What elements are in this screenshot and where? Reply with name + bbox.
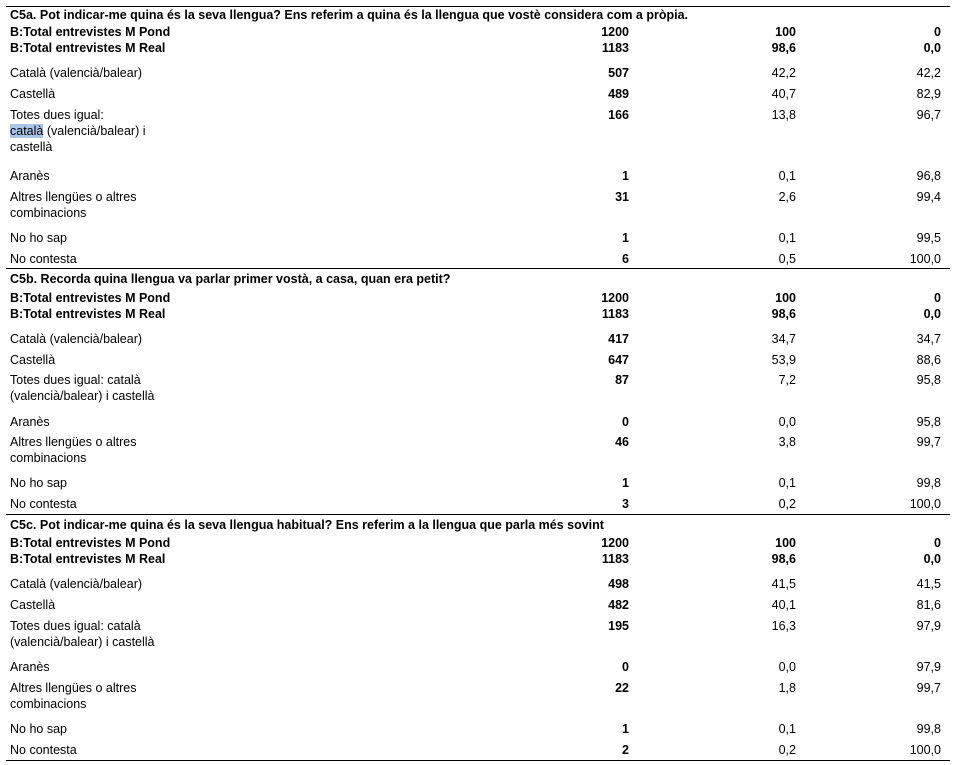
row-pct: 3,8 xyxy=(778,435,796,449)
row-label-line1: Altres llengües o altres xyxy=(10,681,137,695)
total-real-label: B:Total entrevistes M Real xyxy=(10,552,166,566)
total-pond-pct: 100 xyxy=(775,291,796,305)
section-title: C5a. Pot indicar-me quina és la seva llengua? Ens referim a quina és la llengua que vostè considera com a pròpia. xyxy=(10,8,688,22)
total-real-pct: 98,6 xyxy=(771,41,796,55)
row-n: 2 xyxy=(622,743,629,757)
row-pct: 40,1 xyxy=(771,598,796,612)
total-real-label: B:Total entrevistes M Real xyxy=(10,307,166,321)
row-label: Castellà xyxy=(10,598,56,612)
row-label-line1: Totes dues igual: xyxy=(10,108,104,122)
row-label-line1: Altres llengües o altres xyxy=(10,435,137,449)
row-label: Català (valencià/balear) xyxy=(10,66,143,80)
total-real-n: 1183 xyxy=(601,307,629,321)
total-pond-cum: 0 xyxy=(934,25,941,39)
row-label: No contesta xyxy=(10,743,77,757)
row-n: 22 xyxy=(615,681,629,695)
row-n: 195 xyxy=(608,619,629,633)
row-pct: 13,8 xyxy=(771,108,796,122)
total-real-pct: 98,6 xyxy=(771,552,796,566)
row-label: No ho sap xyxy=(10,722,67,736)
row-n: 166 xyxy=(608,108,629,122)
row-cum: 95,8 xyxy=(916,373,941,387)
row-label: No contesta xyxy=(10,497,77,511)
row-n: 507 xyxy=(608,66,629,80)
row-n: 489 xyxy=(608,87,629,101)
row-pct: 0,1 xyxy=(778,169,796,183)
row-n: 647 xyxy=(608,353,629,367)
row-label: Castellà xyxy=(10,87,56,101)
row-pct: 0,2 xyxy=(778,743,796,757)
row-pct: 41,5 xyxy=(771,577,796,591)
row-pct: 0,1 xyxy=(778,476,796,490)
row-label: No ho sap xyxy=(10,231,67,245)
row-n: 482 xyxy=(608,598,629,612)
total-real-n: 1183 xyxy=(601,41,629,55)
total-pond-label: B:Total entrevistes M Pond xyxy=(10,536,171,550)
row-pct: 0,1 xyxy=(778,722,796,736)
row-pct: 0,0 xyxy=(778,660,796,674)
row-pct: 40,7 xyxy=(771,87,796,101)
total-pond-n: 1200 xyxy=(601,536,629,550)
row-n: 31 xyxy=(615,190,629,204)
total-pond-label: B:Total entrevistes M Pond xyxy=(10,291,171,305)
row-cum: 88,6 xyxy=(916,353,941,367)
total-pond-pct: 100 xyxy=(775,25,796,39)
row-n: 1 xyxy=(622,231,629,245)
row-n: 417 xyxy=(608,332,629,346)
row-cum: 99,4 xyxy=(916,190,941,204)
row-n: 1 xyxy=(622,722,629,736)
row-label-line2: combinacions xyxy=(10,451,87,465)
row-label-line1: Totes dues igual: català xyxy=(10,373,141,387)
row-label: Castellà xyxy=(10,353,56,367)
row-n: 6 xyxy=(622,252,629,266)
row-pct: 42,2 xyxy=(771,66,796,80)
total-real-n: 1183 xyxy=(601,552,629,566)
row-cum: 100,0 xyxy=(909,252,941,266)
selected-text[interactable]: català xyxy=(10,124,44,138)
row-label-line1: Altres llengües o altres xyxy=(10,190,137,204)
rule xyxy=(6,268,950,269)
total-real-pct: 98,6 xyxy=(771,307,796,321)
row-cum: 82,9 xyxy=(916,87,941,101)
total-pond-cum: 0 xyxy=(934,536,941,550)
total-pond-n: 1200 xyxy=(601,291,629,305)
row-n: 0 xyxy=(622,660,629,674)
row-label-line2: combinacions xyxy=(10,697,87,711)
row-pct: 0,0 xyxy=(778,415,796,429)
row-cum: 99,8 xyxy=(916,476,941,490)
row-n: 46 xyxy=(615,435,629,449)
row-cum: 41,5 xyxy=(916,577,941,591)
rule xyxy=(6,514,950,515)
section-title: C5b. Recorda quina llengua va parlar primer vostà, a casa, quan era petit? xyxy=(10,272,451,286)
row-label-line3: castellà xyxy=(10,140,53,154)
row-cum: 99,8 xyxy=(916,722,941,736)
row-label-line2[interactable] xyxy=(10,123,146,139)
row-cum: 100,0 xyxy=(909,743,941,757)
row-pct: 16,3 xyxy=(771,619,796,633)
row-cum: 99,7 xyxy=(916,681,941,695)
row-label: Aranès xyxy=(10,169,50,183)
row-n: 498 xyxy=(608,577,629,591)
row-cum: 81,6 xyxy=(916,598,941,612)
total-pond-label: B:Total entrevistes M Pond xyxy=(10,25,171,39)
row-n: 1 xyxy=(622,169,629,183)
row-pct: 34,7 xyxy=(771,332,796,346)
row-cum: 99,5 xyxy=(916,231,941,245)
row-label-line2-rest: (valencià/balear) i xyxy=(43,124,146,138)
total-pond-cum: 0 xyxy=(934,291,941,305)
row-pct: 53,9 xyxy=(771,353,796,367)
total-real-cum: 0,0 xyxy=(923,307,941,321)
total-pond-n: 1200 xyxy=(601,25,629,39)
row-cum: 99,7 xyxy=(916,435,941,449)
total-real-cum: 0,0 xyxy=(923,41,941,55)
row-label-line2: (valencià/balear) i castellà xyxy=(10,389,155,403)
total-real-label: B:Total entrevistes M Real xyxy=(10,41,166,55)
row-cum: 100,0 xyxy=(909,497,941,511)
row-cum: 34,7 xyxy=(916,332,941,346)
row-label: Català (valencià/balear) xyxy=(10,577,143,591)
row-cum: 97,9 xyxy=(916,660,941,674)
row-pct: 2,6 xyxy=(778,190,796,204)
row-cum: 97,9 xyxy=(916,619,941,633)
row-pct: 0,2 xyxy=(778,497,796,511)
row-cum: 96,8 xyxy=(916,169,941,183)
rule xyxy=(6,760,950,761)
row-label: Català (valencià/balear) xyxy=(10,332,143,346)
row-label: Aranès xyxy=(10,660,50,674)
row-pct: 7,2 xyxy=(778,373,796,387)
section-title: C5c. Pot indicar-me quina és la seva llengua habitual? Ens referim a la llengua que parla més sovint xyxy=(10,518,604,532)
row-label-line1: Totes dues igual: català xyxy=(10,619,141,633)
row-pct: 1,8 xyxy=(778,681,796,695)
row-cum: 42,2 xyxy=(916,66,941,80)
row-label: No contesta xyxy=(10,252,77,266)
total-real-cum: 0,0 xyxy=(923,552,941,566)
row-label-line2: combinacions xyxy=(10,206,87,220)
row-pct: 0,5 xyxy=(778,252,796,266)
row-label: No ho sap xyxy=(10,476,67,490)
row-label: Aranès xyxy=(10,415,50,429)
row-cum: 96,7 xyxy=(916,108,941,122)
row-pct: 0,1 xyxy=(778,231,796,245)
total-pond-pct: 100 xyxy=(775,536,796,550)
row-cum: 95,8 xyxy=(916,415,941,429)
row-n: 3 xyxy=(622,497,629,511)
row-n: 87 xyxy=(615,373,629,387)
row-n: 1 xyxy=(622,476,629,490)
row-n: 0 xyxy=(622,415,629,429)
row-label-line2: (valencià/balear) i castellà xyxy=(10,635,155,649)
